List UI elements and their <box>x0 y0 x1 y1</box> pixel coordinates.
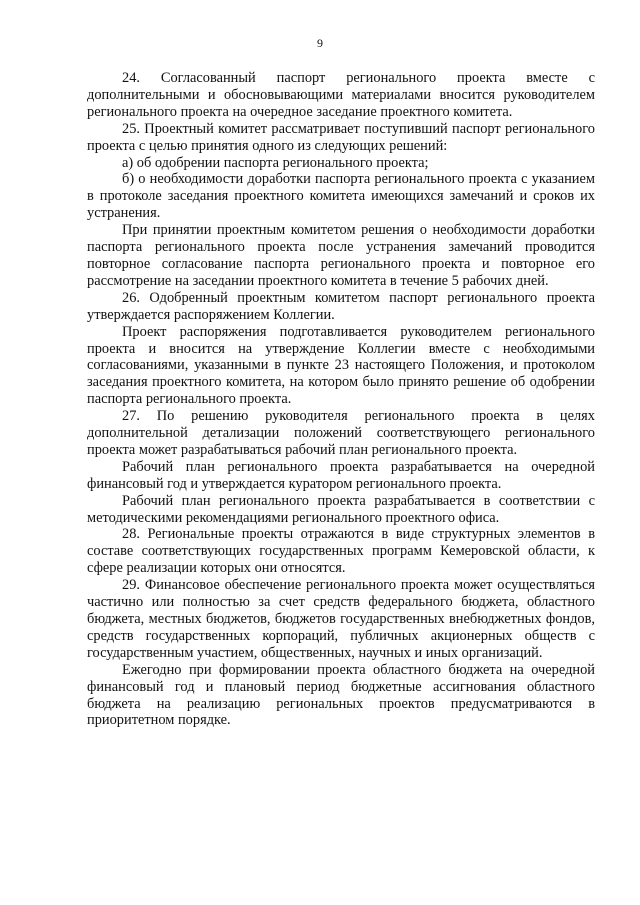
paragraph-27-work-plan-year: Рабочий план регионального проекта разрабатывается на очередной финансовый год и утверждается куратором регионального проекта. <box>87 458 595 492</box>
paragraph-25-option-a: а) об одобрении паспорта регионального проекта; <box>122 154 429 171</box>
paragraph-25-option-b: б) о необходимости доработки паспорта регионального проекта с указанием в протоколе заседания проектного комитета имеющихся замечаний и сроков их устранения. <box>87 171 595 222</box>
paragraph-25: 25. Проектный комитет рассматривает поступивший паспорт регионального проекта с целью принятия одного из следующих решений: <box>87 120 595 154</box>
document-body <box>87 70 595 729</box>
paragraph-26: 26. Одобренный проектным комитетом паспорт регионального проекта утверждается распоряжением Коллегии. <box>87 289 595 323</box>
paragraph-27-work-plan-guidelines: Рабочий план регионального проекта разрабатывается в соответствии с методическими рекомендациями регионального проектного офиса. <box>87 492 595 526</box>
paragraph-27: 27. По решению руководителя регионального проекта в целях дополнительной детализации положений соответствующего регионального проекта может разрабатываться рабочий план регионального проекта. <box>87 408 595 458</box>
paragraph-29: 29. Финансовое обеспечение регионального проекта может осуществляться частично или полностью за счет средств федерального бюджета, областного бюджета, местных бюджетов, бюджетов государственных внебюджетных фондов, средств государственных корпораций, публичных акционерных обществ с государственным участием, общественных, научных и иных организаций. <box>87 577 595 661</box>
paragraph-29-budget: Ежегодно при формировании проекта областного бюджета на очередной финансовый год и плановый период бюджетные ассигнования областного бюджета на реализацию региональных проектов предусматриваются в приоритетном порядке. <box>87 661 595 729</box>
paragraph-25-revision: При принятии проектным комитетом решения о необходимости доработки паспорта регионального проекта после устранения замечаний проводится повторное согласование паспорта регионального проекта и повторное его рассмотрение на заседании проектного комитета в течение 5 рабочих дней. <box>87 222 595 289</box>
paragraph-28: 28. Региональные проекты отражаются в виде структурных элементов в составе соответствующих государственных программ Кемеровской области, к сфере реализации которых они относятся. <box>87 526 595 577</box>
paragraph-24: 24. Согласованный паспорт регионального проекта вместе с дополнительными и обосновывающими материалами вносится руководителем регионального проекта на очередное заседание проектного комитета. <box>87 70 595 120</box>
page-number: 9 <box>317 36 323 50</box>
paragraph-26-order-draft: Проект распоряжения подготавливается руководителем регионального проекта и вносится на утверждение Коллегии вместе с необходимыми согласованиями, указанными в пункте 23 настоящего Положения, и протоколом заседания проектного комитета, на котором было принято решение об одобрении паспорта регионального проекта. <box>87 323 595 408</box>
